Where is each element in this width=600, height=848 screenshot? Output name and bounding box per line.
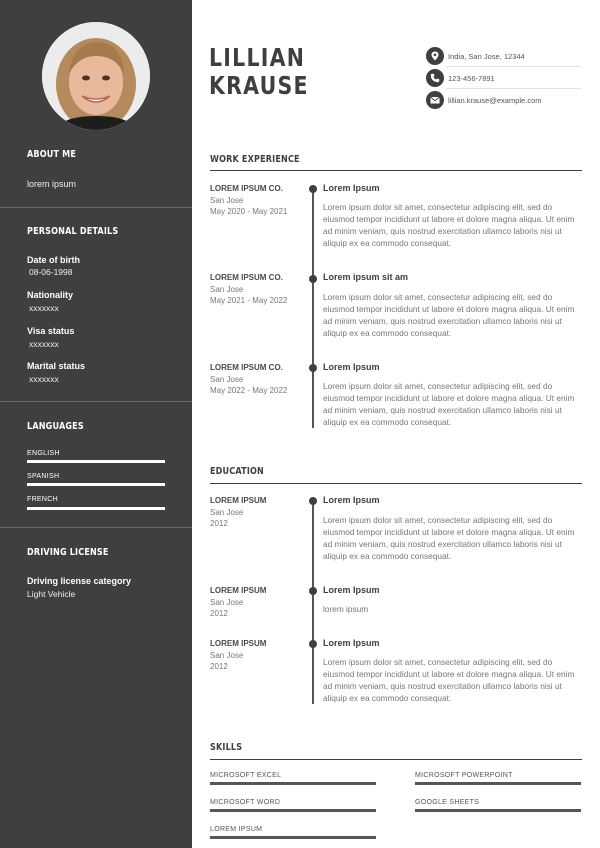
work-organization: LOREM IPSUM CO. [210, 184, 283, 193]
work-location: San Jose [210, 285, 244, 294]
work-timeline [312, 186, 314, 428]
work-experience-heading: WORK EXPERIENCE [210, 154, 300, 165]
about-me-heading: ABOUT ME [27, 149, 77, 160]
skill-name: MICROSOFT EXCEL [210, 772, 282, 779]
work-organization: LOREM IPSUM CO. [210, 363, 283, 372]
language-name: FRENCH [27, 496, 58, 503]
language-level-bar [27, 460, 165, 463]
section-rule [210, 170, 582, 171]
contact-divider [446, 66, 581, 67]
detail-value: xxxxxxx [29, 374, 59, 384]
driving-license-value: Light Vehicle [27, 589, 76, 599]
timeline-dot [309, 640, 317, 648]
education-institution: LOREM IPSUM [210, 496, 267, 505]
timeline-dot [309, 587, 317, 595]
sidebar-divider [0, 207, 192, 208]
language-level-bar [27, 507, 165, 510]
work-dates: May 2020 - May 2021 [210, 207, 288, 216]
education-description: Lorem ipsum dolor sit amet, consectetur adipiscing elit, sed do eiusmod tempor incididunt ut labore et dolore magna aliqua. Ut enim ad minim veniam, quis nostrud exercitation ullamco laboris nisi ut aliquip ex ea commodo consequat. [323, 515, 575, 561]
detail-label: Nationality [27, 290, 74, 300]
location-pin-icon [426, 47, 444, 65]
education-title: Lorem Ipsum [323, 585, 380, 595]
detail-label: Visa status [27, 326, 75, 336]
skill-name: MICROSOFT POWERPOINT [415, 772, 513, 779]
about-me-text: lorem ipsum [27, 179, 77, 189]
work-organization: LOREM IPSUM CO. [210, 273, 283, 282]
last-name: KRAUSE [209, 71, 309, 100]
education-timeline [312, 499, 314, 704]
skill-level-bar [415, 809, 581, 812]
skill-name: MICROSOFT WORD [210, 799, 281, 806]
email-envelope-icon [426, 91, 444, 109]
work-description: Lorem ipsum dolor sit amet, consectetur adipiscing elit, sed do eiusmod tempor incididunt ut labore et dolore magna aliqua. Ut enim ad minim veniam, quis nostrud exercitation ullamco laboris nisi ut aliquip ex ea commodo consequat. [323, 202, 575, 248]
skill-name: LOREM IPSUM [210, 826, 263, 833]
education-heading: EDUCATION [210, 466, 265, 477]
work-location: San Jose [210, 196, 244, 205]
detail-value: xxxxxxx [29, 303, 59, 313]
contact-address: India, San Jose, 12344 [448, 52, 525, 61]
section-rule [210, 483, 582, 484]
profile-photo [42, 22, 150, 130]
detail-value: 08-06-1998 [29, 267, 73, 277]
section-rule [210, 759, 582, 760]
timeline-dot [309, 275, 317, 283]
skill-level-bar [210, 782, 376, 785]
personal-details-heading: PERSONAL DETAILS [27, 226, 119, 237]
work-dates: May 2022 - May 2022 [210, 386, 288, 395]
education-year: 2012 [210, 662, 228, 671]
education-description: lorem ipsum [323, 604, 369, 614]
skill-level-bar [210, 836, 376, 839]
education-description: Lorem ipsum dolor sit amet, consectetur adipiscing elit, sed do eiusmod tempor incididunt ut labore et dolore magna aliqua. Ut enim ad minim veniam, quis nostrud exercitation ullamco laboris nisi ut aliquip ex ea commodo consequat. [323, 657, 575, 703]
timeline-dot [309, 497, 317, 505]
education-year: 2012 [210, 609, 228, 618]
contact-phone: 123-456-7891 [448, 74, 495, 83]
detail-label: Date of birth [27, 255, 80, 265]
sidebar [0, 0, 192, 848]
work-description: Lorem ipsum dolor sit amet, consectetur adipiscing elit, sed do eiusmod tempor incididunt ut labore et dolore magna aliqua. Ut enim ad minim veniam, quis nostrud exercitation ullamco laboris nisi ut aliquip ex ea commodo consequat. [323, 381, 575, 427]
driving-license-heading: DRIVING LICENSE [27, 547, 109, 558]
work-dates: May 2021 - May 2022 [210, 296, 288, 305]
language-name: SPANISH [27, 473, 60, 480]
detail-label: Marital status [27, 361, 86, 371]
education-title: Lorem Ipsum [323, 495, 380, 505]
detail-value: xxxxxxx [29, 339, 59, 349]
timeline-dot [309, 185, 317, 193]
timeline-dot [309, 364, 317, 372]
language-level-bar [27, 483, 165, 486]
language-name: ENGLISH [27, 450, 60, 457]
languages-heading: LANGUAGES [27, 421, 84, 432]
work-description: Lorem ipsum dolor sit amet, consectetur adipiscing elit, sed do eiusmod tempor incididunt ut labore et dolore magna aliqua. Ut enim ad minim veniam, quis nostrud exercitation ullamco laboris nisi ut aliquip ex ea commodo consequat. [323, 292, 575, 338]
avatar-portrait-icon [42, 22, 150, 130]
work-title: Lorem Ipsum [323, 362, 380, 372]
education-location: San Jose [210, 598, 244, 607]
education-year: 2012 [210, 519, 228, 528]
education-institution: LOREM IPSUM [210, 586, 267, 595]
contact-email[interactable]: lillian.krause@example.com [448, 96, 542, 105]
contact-divider [446, 88, 581, 89]
education-location: San Jose [210, 508, 244, 517]
education-title: Lorem Ipsum [323, 638, 380, 648]
skill-level-bar [415, 782, 581, 785]
education-institution: LOREM IPSUM [210, 639, 267, 648]
sidebar-divider [0, 527, 192, 528]
driving-license-label: Driving license category [27, 576, 132, 586]
phone-icon [426, 69, 444, 87]
education-location: San Jose [210, 651, 244, 660]
skill-level-bar [210, 809, 376, 812]
skills-heading: SKILLS [210, 742, 243, 753]
first-name: LILLIAN [209, 43, 306, 72]
work-location: San Jose [210, 375, 244, 384]
work-title: Lorem Ipsum [323, 183, 380, 193]
sidebar-divider [0, 401, 192, 402]
skill-name: GOOGLE SHEETS [415, 799, 480, 806]
work-title: Lorem ipsum sit am [323, 272, 409, 282]
